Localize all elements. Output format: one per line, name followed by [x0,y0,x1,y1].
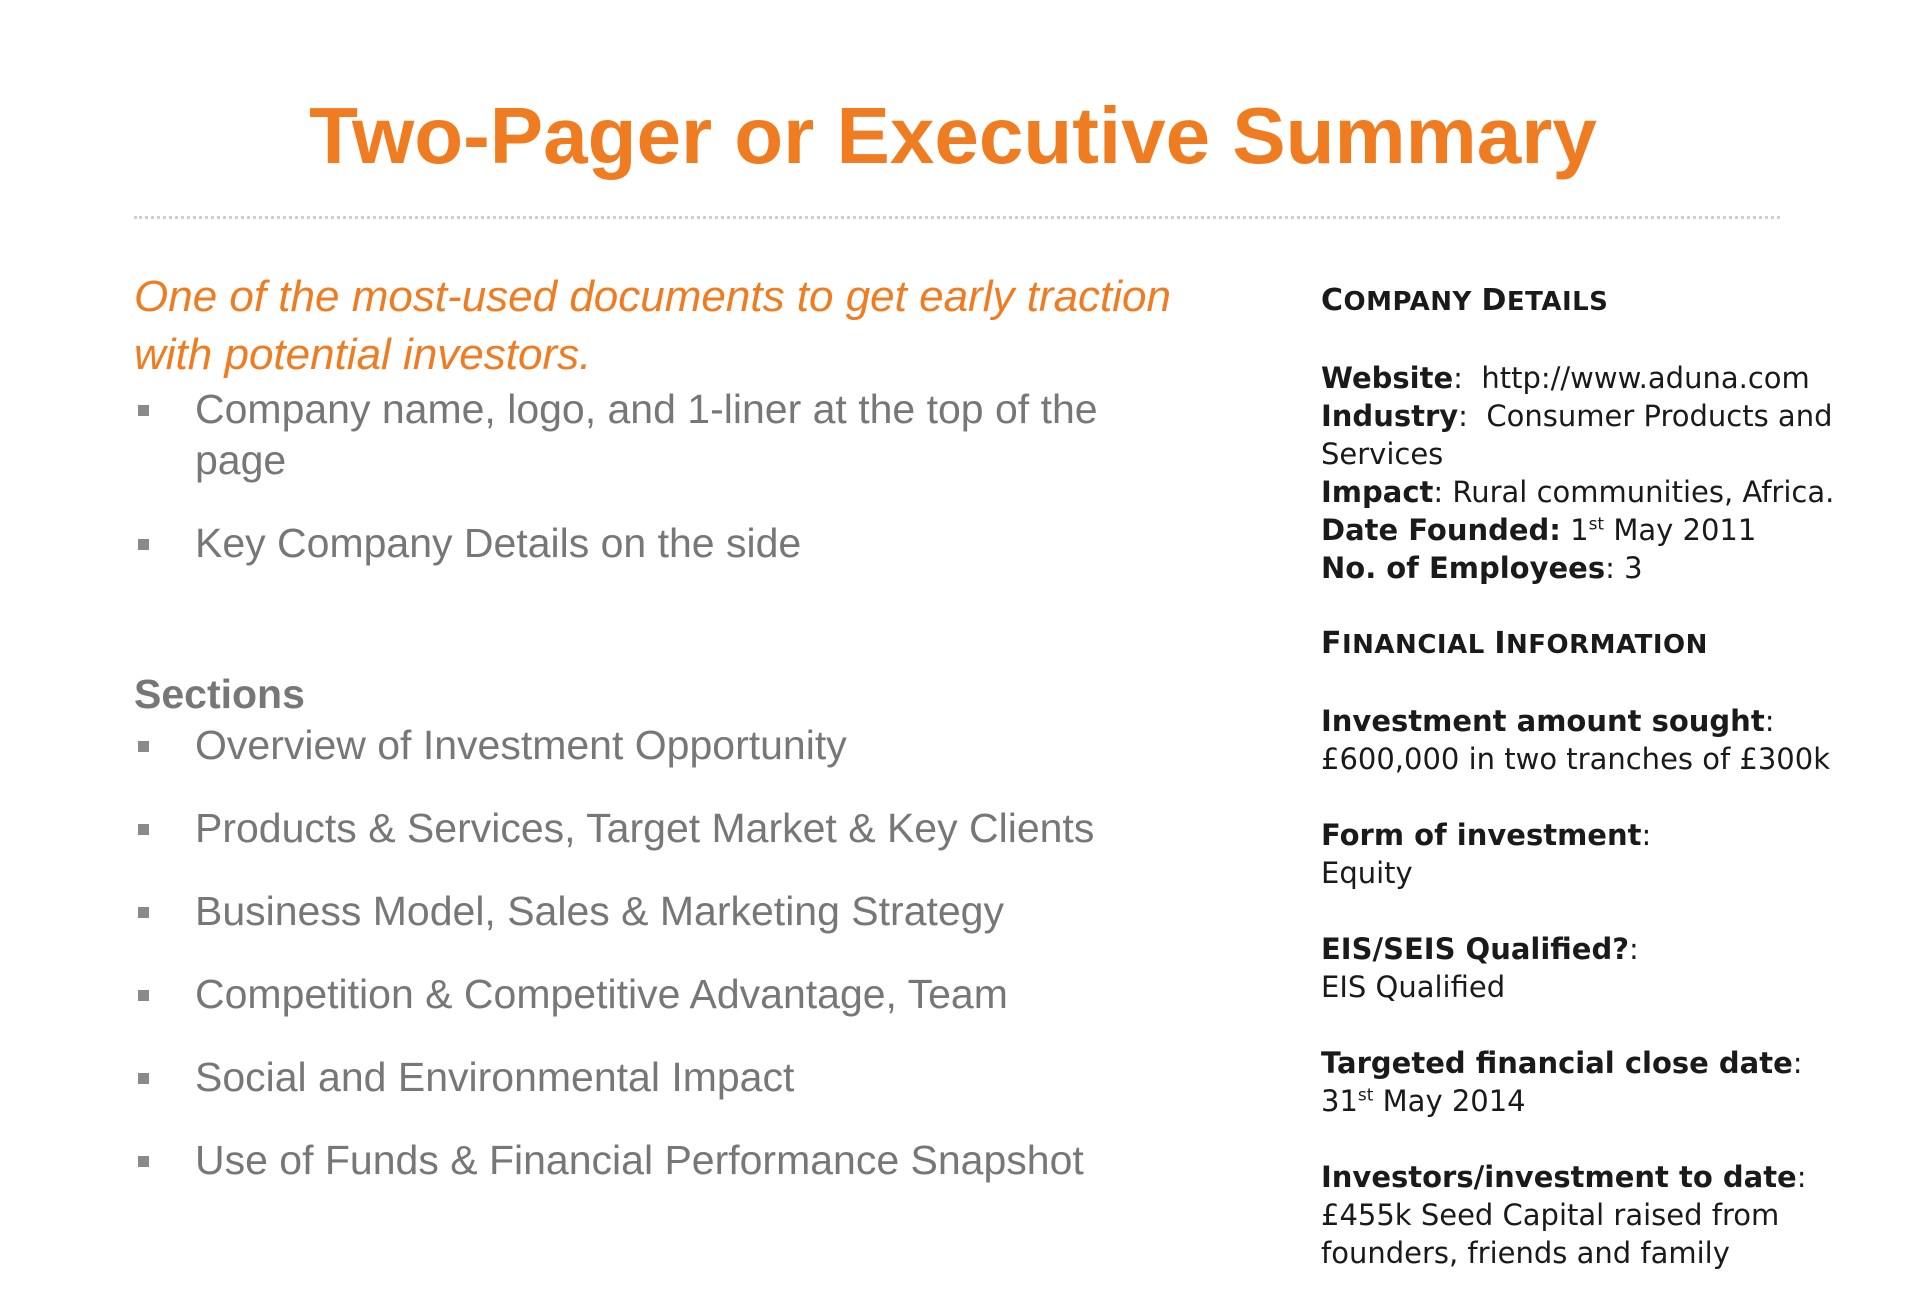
impact-row: Impact: Rural communities, Africa. [1321,475,1835,509]
square-bullet-icon [138,405,149,416]
list-item: Business Model, Sales & Marketing Strategy [134,886,1174,937]
list-item: Key Company Details on the side [134,518,1174,569]
website-value: http://www.aduna.com [1481,361,1810,395]
website-row: Website: http://www.aduna.com [1321,361,1810,395]
eis-qualified-value: EIS Qualified [1321,970,1506,1004]
list-item: Competition & Competitive Advantage, Team [134,969,1174,1020]
square-bullet-icon [138,539,149,550]
list-item: Social and Environmental Impact [134,1052,1174,1103]
close-date-value: 31st May 2014 [1321,1084,1526,1118]
investors-to-date: Investors/investment to date: [1321,1160,1807,1194]
square-bullet-icon [138,907,149,918]
top-bullet-list [134,384,1174,569]
employees-row: No. of Employees: 3 [1321,551,1643,585]
form-of-investment: Form of investment: [1321,818,1652,852]
intro-text: One of the most-used documents to get early traction with potential investors. [134,272,1171,379]
investment-sought-value: £600,000 in two tranches of £300k [1321,742,1831,776]
square-bullet-icon [138,824,149,835]
list-item: Use of Funds & Financial Performance Snapshot [134,1135,1174,1186]
form-of-investment-value: Equity [1321,856,1413,890]
dotted-divider [134,216,1780,219]
industry-row: Industry: Consumer Products and Services [1321,399,1833,471]
list-item: Overview of Investment Opportunity [134,720,1174,771]
left-column [134,268,1174,1186]
square-bullet-icon [138,741,149,752]
list-item: Company name, logo, and 1-liner at the top of the page [134,384,1174,486]
financial-information-heading: FINANCIAL INFORMATION [1321,626,1708,661]
company-details-panel [1321,282,1881,1272]
list-item: Products & Services, Target Market & Key Clients [134,803,1174,854]
square-bullet-icon [138,990,149,1001]
square-bullet-icon [138,1073,149,1084]
date-founded-row: Date Founded: 1st May 2011 [1321,513,1757,547]
close-date: Targeted financial close date: [1321,1046,1803,1080]
investment-sought: Investment amount sought: [1321,704,1775,738]
company-details-heading: COMPANY DETAILS [1321,283,1609,318]
page-title: Two-Pager or Executive Summary [309,91,1597,180]
investors-to-date-value: £455k Seed Capital raised from founders, friends and family [1321,1198,1780,1270]
sections-list [134,720,1174,1186]
sections-heading: Sections [134,671,305,717]
eis-qualified: EIS/SEIS Qualified?: [1321,932,1639,966]
square-bullet-icon [138,1156,149,1167]
